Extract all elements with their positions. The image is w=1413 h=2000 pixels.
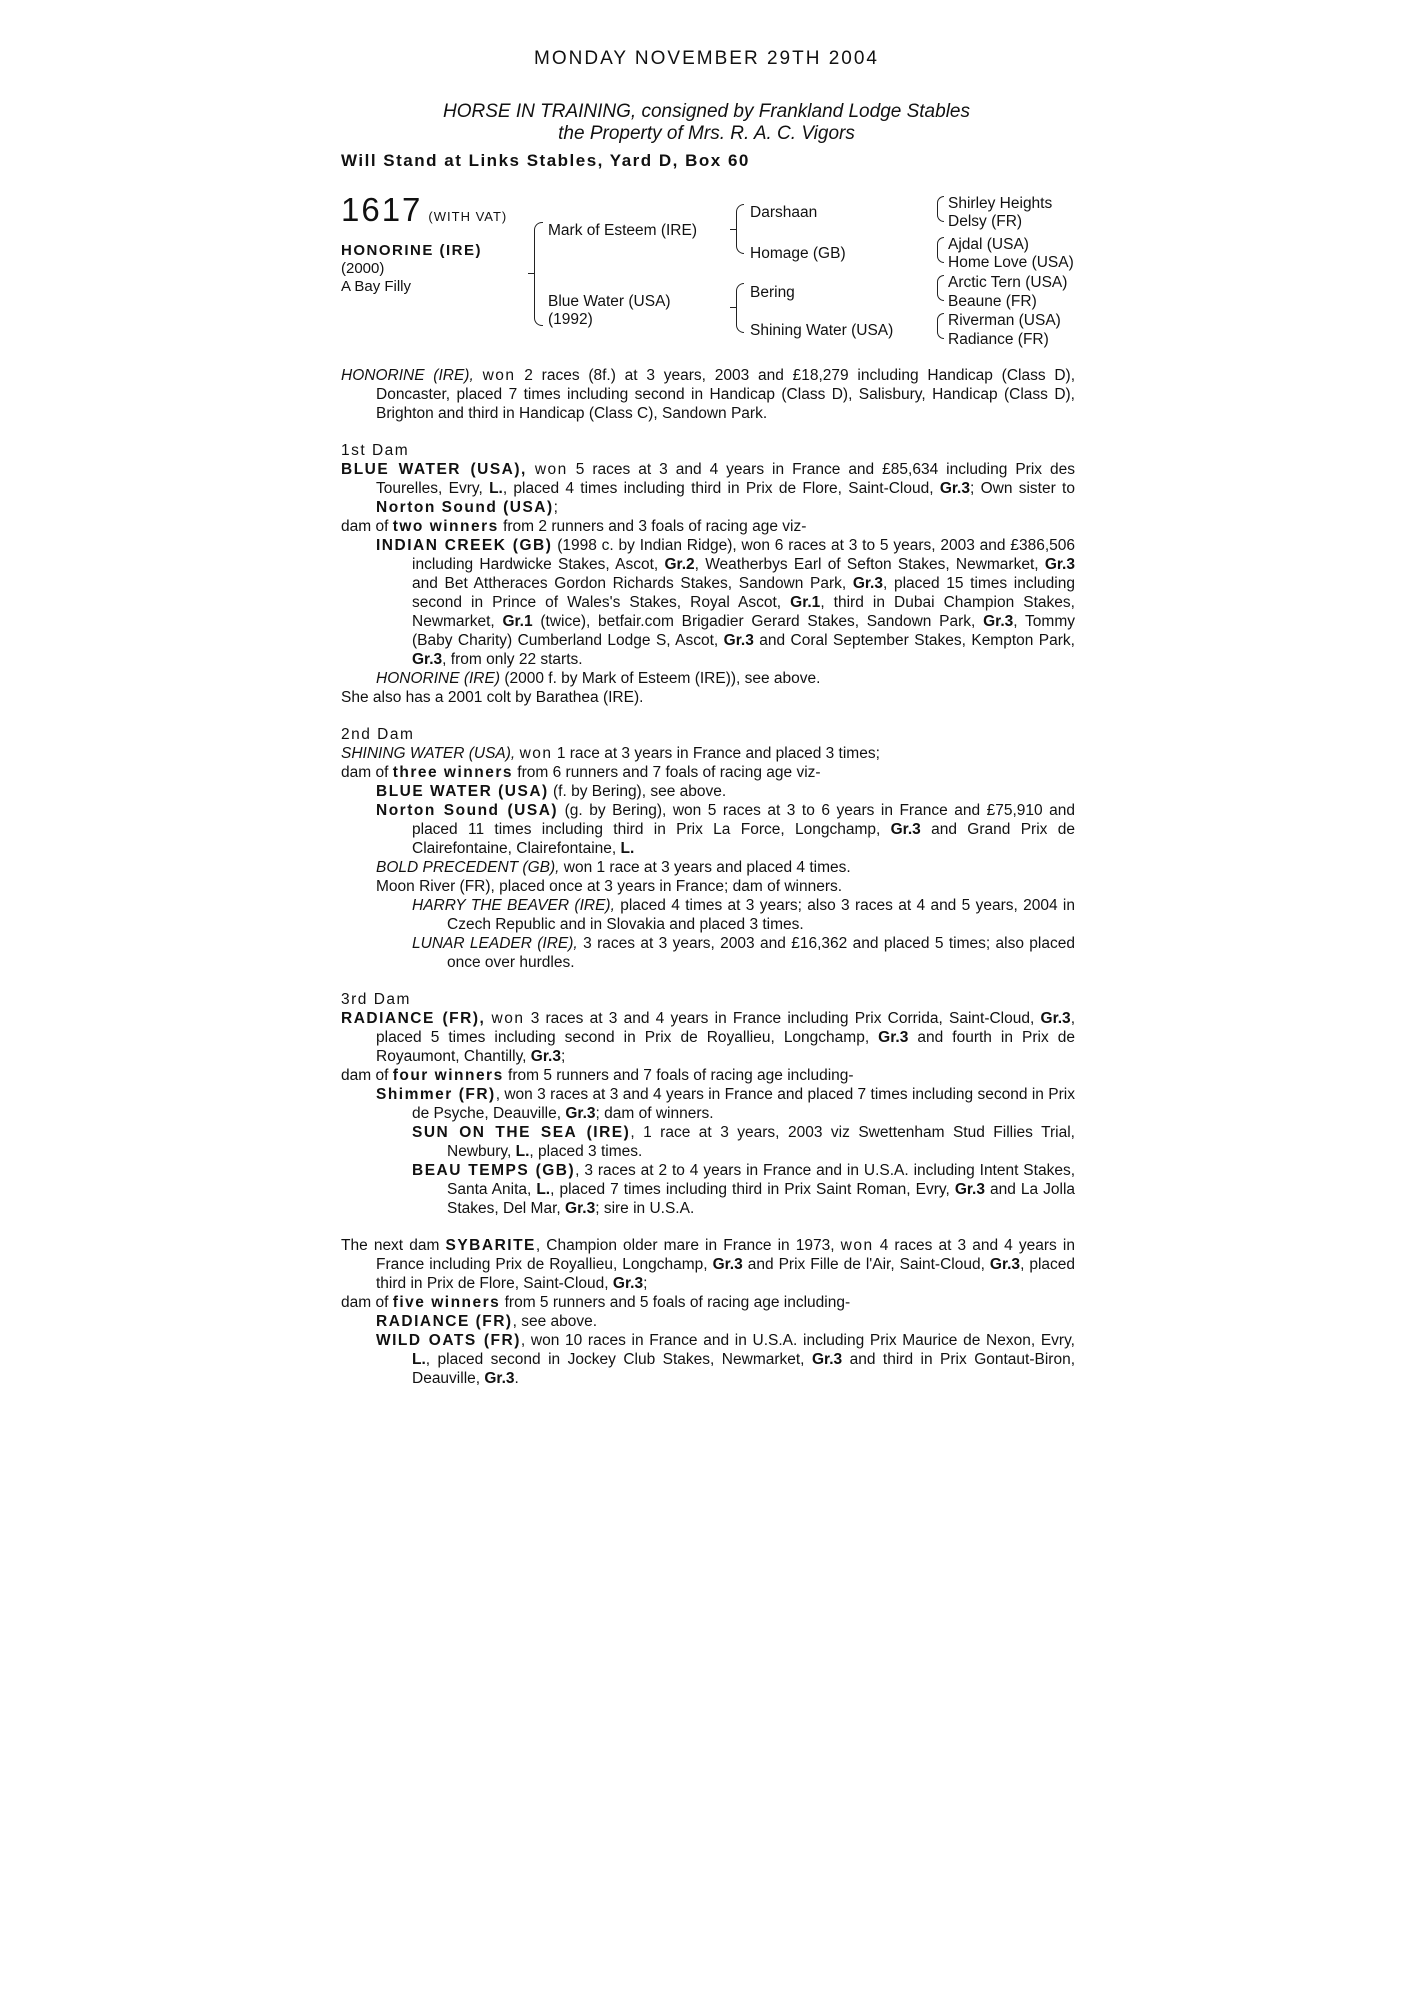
horse-year: (2000) bbox=[341, 260, 385, 277]
brace-g1 bbox=[937, 196, 944, 222]
text-run: from 6 runners and 7 foals of racing age viz- bbox=[517, 764, 821, 781]
produce-shimmer bbox=[341, 1085, 1075, 1123]
text-run: HARRY THE BEAVER (IRE), bbox=[412, 897, 615, 914]
text-run: from 5 runners and 7 foals of racing age including- bbox=[508, 1067, 854, 1084]
text-run: (twice), betfair.com Brigadier Gerard Stakes, Sandown Park, bbox=[540, 613, 976, 630]
text-run: , placed third in Prix de Flore, Saint-Cloud, bbox=[376, 1256, 1076, 1292]
text-run: , Tommy (Baby Charity) Cumberland Lodge S, Ascot, bbox=[412, 613, 1075, 649]
pedigree-dam-year: (1992) bbox=[548, 311, 593, 328]
brace-parents bbox=[534, 222, 543, 326]
text-run: won bbox=[519, 745, 553, 762]
text-run: 3 races at 3 years, 2003 and £16,362 and placed 5 times; also placed once over hurdles. bbox=[447, 935, 1075, 971]
lot-block bbox=[341, 192, 541, 296]
pedigree-g4: Home Love (USA) bbox=[948, 254, 1074, 271]
produce-indian-creek bbox=[341, 536, 1075, 669]
horse-description: A Bay Filly bbox=[341, 278, 412, 295]
text-run: dam of bbox=[341, 518, 389, 535]
text-run: WILD OATS (FR) bbox=[376, 1332, 521, 1349]
text-run: , Champion older mare in France in 1973, bbox=[535, 1237, 835, 1254]
text-run: L. bbox=[515, 1143, 530, 1160]
text-run: Gr.3 bbox=[852, 575, 883, 592]
text-run: LUNAR LEADER (IRE), bbox=[412, 935, 578, 952]
text-run: , won 10 races in France and in U.S.A. including Prix Maurice de Nexon, Evry, bbox=[520, 1332, 1075, 1349]
text-run: Gr.1 bbox=[790, 594, 821, 611]
text-run: (2000 f. by Mark of Esteem (IRE)), see above. bbox=[504, 670, 821, 687]
text-run: and Grand Prix de Clairefontaine, Clairefontaine, bbox=[412, 821, 1075, 857]
consignor-line: HORSE IN TRAINING, consigned by Frankland Lodge Stables bbox=[443, 101, 970, 122]
text-run: Gr.3 bbox=[484, 1370, 515, 1387]
text-run: BLUE WATER (USA), bbox=[341, 461, 527, 478]
text-run: Gr.3 bbox=[1040, 1010, 1071, 1027]
text-run: won bbox=[840, 1237, 874, 1254]
brace-parents-point bbox=[528, 273, 534, 274]
pedigree-sire-dam: Homage (GB) bbox=[750, 245, 846, 262]
text-run: placed 4 times at 3 years; also 3 races at 4 and 5 years, 2004 in Czech Republic and in Slovakia and placed 3 times. bbox=[447, 897, 1075, 933]
text-run: SYBARITE bbox=[445, 1237, 536, 1254]
text-run: Gr.3 bbox=[612, 1275, 644, 1292]
text-run: and Coral September Stakes, Kempton Park, bbox=[759, 632, 1075, 649]
text-run: won bbox=[482, 367, 516, 384]
produce-norton-sound bbox=[341, 801, 1075, 858]
text-run: Gr.3 bbox=[565, 1200, 596, 1217]
text-run: won 1 race at 3 years and placed 4 times. bbox=[563, 859, 851, 876]
text-run: RADIANCE (FR) bbox=[376, 1313, 513, 1330]
next-dam-produce-summary bbox=[341, 1293, 1075, 1312]
text-run: dam of bbox=[341, 764, 389, 781]
text-run: 2 races (8f.) at 3 years, 2003 and £18,279 including Handicap (Class D), Doncaster, placed 7 times including second in Handicap (Class D), Salisbury, Handicap (Class D), Brighton and third in Handicap (Class C), Sandown Park. bbox=[376, 367, 1076, 422]
text-run: four winners bbox=[392, 1067, 504, 1084]
text-run: Gr.3 bbox=[412, 651, 443, 668]
race-record bbox=[341, 366, 1075, 1388]
brace-dam-point bbox=[730, 307, 736, 308]
brace-sire-point bbox=[730, 229, 736, 230]
pedigree-sire-sire: Darshaan bbox=[750, 204, 818, 221]
text-run: (g. by Bering), won 5 races at 3 to 6 years in France and £75,910 and placed 11 times including third in Prix La Force, Longchamp, bbox=[412, 802, 1075, 838]
text-run: Gr.2 bbox=[664, 556, 695, 573]
text-run: Gr.3 bbox=[565, 1105, 596, 1122]
text-run: two winners bbox=[392, 518, 499, 535]
brace-sire bbox=[736, 204, 744, 254]
text-run: 4 races at 3 and 4 years in France including Prix de Royallieu, Longchamp, bbox=[376, 1237, 1075, 1273]
text-run: (1998 c. by Indian Ridge), won 6 races at 3 to 5 years, 2003 and £386,506 including Hardwicke Stakes, Ascot, bbox=[412, 537, 1075, 573]
text-run: , won 3 races at 3 and 4 years in France and placed 7 times including second in Prix de Psyche, Deauville, bbox=[412, 1086, 1075, 1122]
pedigree-dam-dam: Shining Water (USA) bbox=[750, 322, 894, 339]
lot-number: 1617 bbox=[341, 191, 423, 228]
produce-radiance bbox=[376, 1312, 1075, 1331]
pedigree-dam-sire: Bering bbox=[750, 284, 795, 301]
text-run: and fourth in Prix de Royaumont, Chantilly, bbox=[376, 1029, 1075, 1065]
text-run: from 2 runners and 3 foals of racing age viz- bbox=[503, 518, 807, 535]
text-run: ; bbox=[643, 1275, 648, 1292]
text-run: SHINING WATER (USA), bbox=[341, 745, 516, 762]
text-run: Gr.3 bbox=[954, 1181, 985, 1198]
text-run: . bbox=[514, 1370, 519, 1387]
text-run: five winners bbox=[392, 1294, 501, 1311]
text-run: L. bbox=[412, 1351, 426, 1368]
third-dam-record bbox=[341, 1009, 1075, 1066]
text-run: L. bbox=[489, 480, 503, 497]
pedigree-dam: Blue Water (USA) bbox=[548, 293, 671, 310]
text-run: ; bbox=[560, 1048, 566, 1065]
brace-dam bbox=[736, 283, 744, 333]
text-run: and Bet Attheraces Gordon Richards Stakes, Sandown Park, bbox=[412, 575, 847, 592]
sale-date: MONDAY NOVEMBER 29TH 2004 bbox=[534, 48, 879, 69]
text-run: Gr.3 bbox=[890, 821, 921, 838]
text-run: Gr.3 bbox=[939, 480, 970, 497]
text-run: 5 races at 3 and 4 years in France and £85,634 including Prix des Tourelles, Evry, bbox=[376, 461, 1075, 497]
text-run: 3 races at 3 and 4 years in France including Prix Corrida, Saint-Cloud, bbox=[530, 1010, 1035, 1027]
text-run: won bbox=[534, 461, 568, 478]
text-run: BEAU TEMPS (GB) bbox=[412, 1162, 576, 1179]
text-run: Gr.3 bbox=[712, 1256, 743, 1273]
text-run: HONORINE (IRE) bbox=[376, 670, 500, 687]
produce-honorine bbox=[376, 669, 1075, 688]
text-run: from 5 runners and 5 foals of racing age including- bbox=[504, 1294, 851, 1311]
text-run: won bbox=[491, 1010, 525, 1027]
pedigree-g3: Ajdal (USA) bbox=[948, 236, 1029, 253]
text-run: Gr.3 bbox=[723, 632, 754, 649]
text-run: ; sire in U.S.A. bbox=[595, 1200, 695, 1217]
text-run: Gr.3 bbox=[811, 1351, 843, 1368]
produce-bold-precedent bbox=[376, 858, 1075, 877]
pedigree-g1: Shirley Heights bbox=[948, 195, 1053, 212]
brace-g3 bbox=[937, 275, 944, 301]
produce-beau-temps bbox=[341, 1161, 1075, 1218]
pedigree-g7: Riverman (USA) bbox=[948, 312, 1061, 329]
text-run: , placed 7 times including third in Prix Saint Roman, Evry, bbox=[550, 1181, 950, 1198]
text-run: L. bbox=[536, 1181, 551, 1198]
text-run: Gr.1 bbox=[502, 613, 533, 630]
third-dam-produce-summary bbox=[341, 1066, 1075, 1085]
vat-note: (WITH VAT) bbox=[428, 209, 508, 224]
stable-location: Will Stand at Links Stables, Yard D, Box 60 bbox=[341, 151, 750, 170]
produce-lunar-leader bbox=[341, 934, 1075, 972]
second-dam-heading: 2nd Dam bbox=[341, 726, 415, 743]
text-run: , third in Dubai Champion Stakes, Newmarket, bbox=[412, 594, 1075, 630]
text-run: , Weatherbys Earl of Sefton Stakes, Newmarket, bbox=[694, 556, 1039, 573]
text-run: , placed second in Jockey Club Stakes, Newmarket, bbox=[425, 1351, 805, 1368]
produce-moon-river: Moon River (FR), placed once at 3 years in France; dam of winners. bbox=[376, 878, 843, 895]
next-dam-record bbox=[341, 1236, 1075, 1293]
horse-summary bbox=[341, 366, 1075, 423]
text-run: , from only 22 starts. bbox=[442, 651, 583, 668]
second-dam-record bbox=[341, 744, 1075, 763]
produce-wild-oats bbox=[341, 1331, 1075, 1388]
text-run: dam of bbox=[341, 1294, 389, 1311]
text-run: L. bbox=[620, 840, 635, 857]
text-run: Gr.3 bbox=[983, 613, 1014, 630]
text-run: 1 race at 3 years in France and placed 3 times; bbox=[556, 745, 880, 762]
text-run: three winners bbox=[392, 764, 513, 781]
text-run: Norton Sound (USA) bbox=[376, 802, 559, 819]
text-run: The next dam bbox=[341, 1237, 440, 1254]
produce-harry-the-beaver bbox=[341, 896, 1075, 934]
text-run: and La Jolla Stakes, Del Mar, bbox=[447, 1181, 1076, 1217]
text-run: , see above. bbox=[512, 1313, 598, 1330]
lot-heading bbox=[341, 192, 541, 228]
text-run: HONORINE (IRE), bbox=[341, 367, 474, 384]
text-run: ; bbox=[553, 499, 558, 516]
pedigree-g2: Delsy (FR) bbox=[948, 213, 1023, 230]
produce-blue-water bbox=[376, 782, 1075, 801]
owner-line: the Property of Mrs. R. A. C. Vigors bbox=[558, 123, 855, 144]
text-run: dam of bbox=[341, 1067, 389, 1084]
text-run: SUN ON THE SEA (IRE) bbox=[412, 1124, 631, 1141]
pedigree-sire: Mark of Esteem (IRE) bbox=[548, 222, 697, 239]
text-run: Gr.3 bbox=[1044, 556, 1075, 573]
text-run: , 1 race at 3 years, 2003 viz Swettenham Stud Fillies Trial, Newbury, bbox=[447, 1124, 1075, 1160]
text-run: Gr.3 bbox=[530, 1048, 561, 1065]
brace-g2 bbox=[937, 237, 944, 263]
text-run: and Prix Fille de l'Air, Saint-Cloud, bbox=[747, 1256, 985, 1273]
text-run: RADIANCE (FR), bbox=[341, 1010, 486, 1027]
pedigree-g5: Arctic Tern (USA) bbox=[948, 274, 1068, 291]
text-run: Gr.3 bbox=[878, 1029, 909, 1046]
text-run: , placed 15 times including second in Prince of Wales's Stakes, Royal Ascot, bbox=[412, 575, 1075, 611]
text-run: , 3 races at 2 to 4 years in France and in U.S.A. including Intent Stakes, Santa Anita, bbox=[447, 1162, 1075, 1198]
text-run: , placed 4 times including third in Prix de Flore, Saint-Cloud, bbox=[502, 480, 934, 497]
brace-g4 bbox=[937, 313, 944, 339]
text-run: Norton Sound (USA) bbox=[376, 499, 554, 516]
text-run: , placed 3 times. bbox=[529, 1143, 643, 1160]
pedigree-g6: Beaune (FR) bbox=[948, 293, 1037, 310]
first-dam-record bbox=[341, 460, 1075, 517]
text-run: ; dam of winners. bbox=[595, 1105, 714, 1122]
first-dam-produce-summary bbox=[341, 517, 1075, 536]
text-run: BOLD PRECEDENT (GB), bbox=[376, 859, 560, 876]
text-run: Shimmer (FR) bbox=[376, 1086, 496, 1103]
text-run: ; Own sister to bbox=[970, 480, 1075, 497]
text-run: , placed 5 times including second in Prix de Royallieu, Longchamp, bbox=[376, 1010, 1075, 1046]
text-run: (f. by Bering), see above. bbox=[553, 783, 727, 800]
produce-sun-on-the-sea bbox=[341, 1123, 1075, 1161]
text-run: INDIAN CREEK (GB) bbox=[376, 537, 553, 554]
horse-name: HONORINE (IRE) bbox=[341, 242, 482, 259]
first-dam-heading: 1st Dam bbox=[341, 442, 410, 459]
consignor-header bbox=[0, 101, 1413, 145]
text-run: and third in Prix Gontaut-Biron, Deauville, bbox=[412, 1351, 1076, 1387]
second-dam-produce-summary bbox=[341, 763, 1075, 782]
produce-note: She also has a 2001 colt by Barathea (IRE). bbox=[341, 689, 644, 706]
text-run: BLUE WATER (USA) bbox=[376, 783, 549, 800]
pedigree-g8: Radiance (FR) bbox=[948, 331, 1049, 348]
text-run: Gr.3 bbox=[989, 1256, 1021, 1273]
third-dam-heading: 3rd Dam bbox=[341, 991, 411, 1008]
